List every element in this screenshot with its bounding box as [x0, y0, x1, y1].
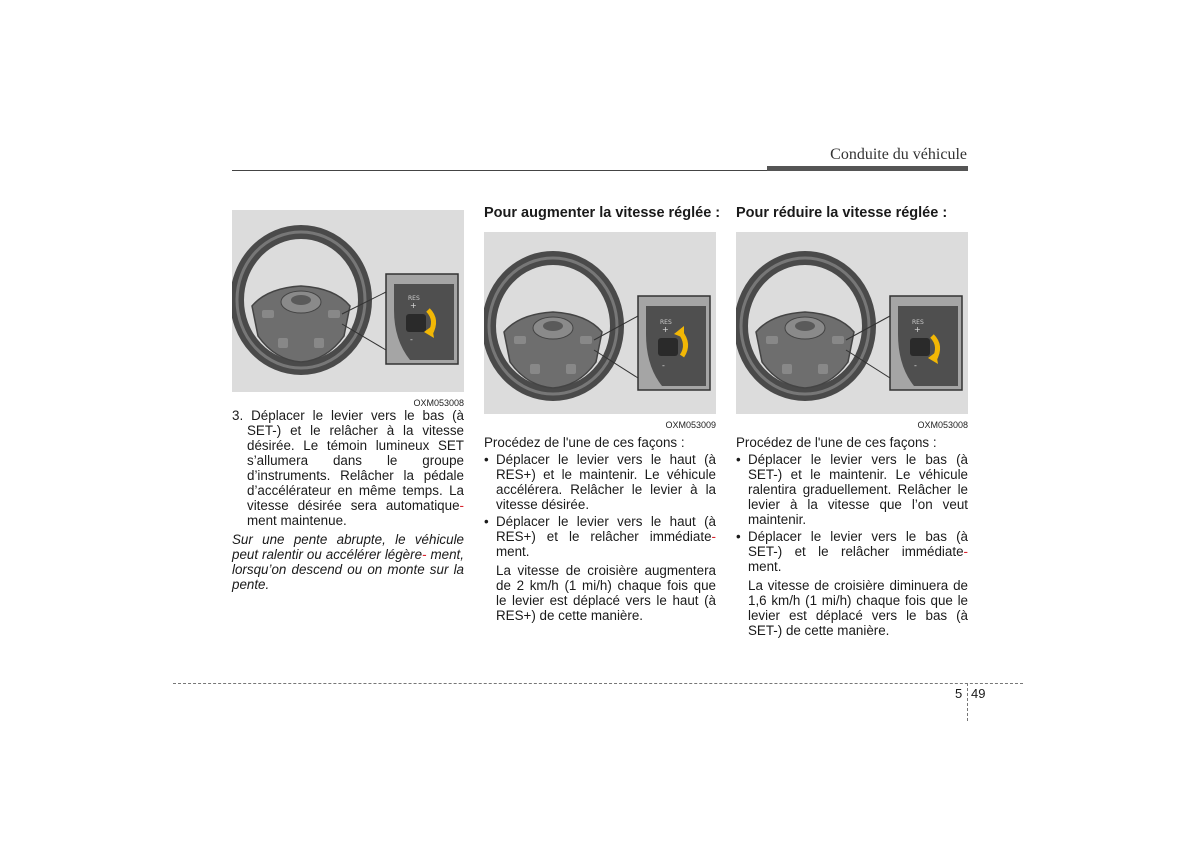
figure-code: OXM053009: [665, 420, 716, 430]
list-item: • Déplacer le levier vers le bas (à SET-) et le maintenir. Le véhicule ralentira graduellement. Relâcher le levier à la vitesse que l’on veut maintenir.: [736, 452, 968, 527]
bullet-text-end: ment.: [496, 544, 530, 559]
bullet-text: Déplacer le levier vers le bas (à SET-) et le relâcher immédiate: [748, 529, 968, 559]
svg-text:RES: RES: [660, 319, 672, 326]
svg-text:-: -: [662, 361, 665, 370]
hyphen-mark: -: [963, 544, 968, 559]
section-title: Conduite du véhicule: [830, 146, 967, 163]
svg-text:RES: RES: [912, 319, 924, 326]
chapter-number: 5: [955, 686, 963, 701]
bullet-text-end: ment.: [748, 559, 782, 574]
step-3: [232, 408, 464, 528]
svg-text:+: +: [410, 301, 417, 310]
column-1: [232, 210, 464, 592]
step-text: Déplacer le levier vers le bas (à SET-) et le relâcher à la vitesse désirée. Le témoin lumineux SET s’allumera dans le groupe d’instruments. Relâcher la pédale d’accélérateur en même temps. La vitesse désirée sera automatique: [247, 408, 464, 513]
intro-text: Procédez de l'une de ces façons :: [736, 435, 937, 450]
svg-text:-: -: [410, 335, 413, 344]
step-number: 3.: [232, 408, 244, 423]
footer-page-divider: [967, 683, 968, 721]
step-text-end: ment maintenue.: [247, 513, 347, 528]
list-item-detail: La vitesse de croisière diminuera de 1,6 km/h (1 mi/h) chaque fois que le levier est déplacé vers le bas (à SET-) de cette manière.: [748, 578, 968, 638]
svg-text:+: +: [662, 325, 669, 334]
svg-text:RES: RES: [408, 295, 420, 302]
note-text-end: ment, lorsqu’on descend ou on monte sur la pente.: [232, 547, 464, 592]
figure-code: OXM053008: [917, 420, 968, 430]
figure-steering-wheel-2: [484, 232, 716, 414]
hyphen-mark: -: [711, 529, 716, 544]
list-item: • Déplacer le levier vers le haut (à RES+) et le maintenir. Le véhicule accélérera. Relâcher le levier à la vitesse désirée.: [484, 452, 716, 512]
hyphen-mark: -: [459, 498, 464, 513]
note-text: Sur une pente abrupte, le véhicule peut ralentir ou accélérer légère: [232, 532, 464, 562]
bullet-text: Déplacer le levier vers le haut (à RES+) et le relâcher immédiate: [496, 514, 716, 544]
figure-steering-wheel-1: [232, 210, 464, 392]
section-heading: Pour réduire la vitesse réglée :: [736, 205, 948, 221]
footer-divider: [173, 683, 1023, 684]
svg-text:+: +: [914, 325, 921, 334]
list-item: [736, 529, 968, 574]
hyphen-mark: -: [422, 547, 427, 562]
steering-wheel-icon: [736, 232, 968, 414]
header-bar: [767, 166, 968, 171]
slope-note: [232, 532, 464, 592]
steering-wheel-icon: [484, 232, 716, 414]
section-heading: Pour augmenter la vitesse réglée :: [484, 205, 721, 221]
svg-text:-: -: [914, 361, 917, 370]
figure-steering-wheel-3: [736, 232, 968, 414]
figure-code: OXM053008: [413, 398, 464, 408]
steering-wheel-icon: [232, 210, 464, 392]
page-number: 49: [971, 686, 986, 701]
column-3: [736, 206, 968, 638]
list-item: [484, 514, 716, 559]
column-2: [484, 205, 721, 623]
list-item-detail: La vitesse de croisière augmentera de 2 km/h (1 mi/h) chaque fois que le levier est déplacé vers le haut (à RES+) de cette manière.: [496, 563, 716, 623]
intro-text: Procédez de l'une de ces façons :: [484, 435, 685, 450]
